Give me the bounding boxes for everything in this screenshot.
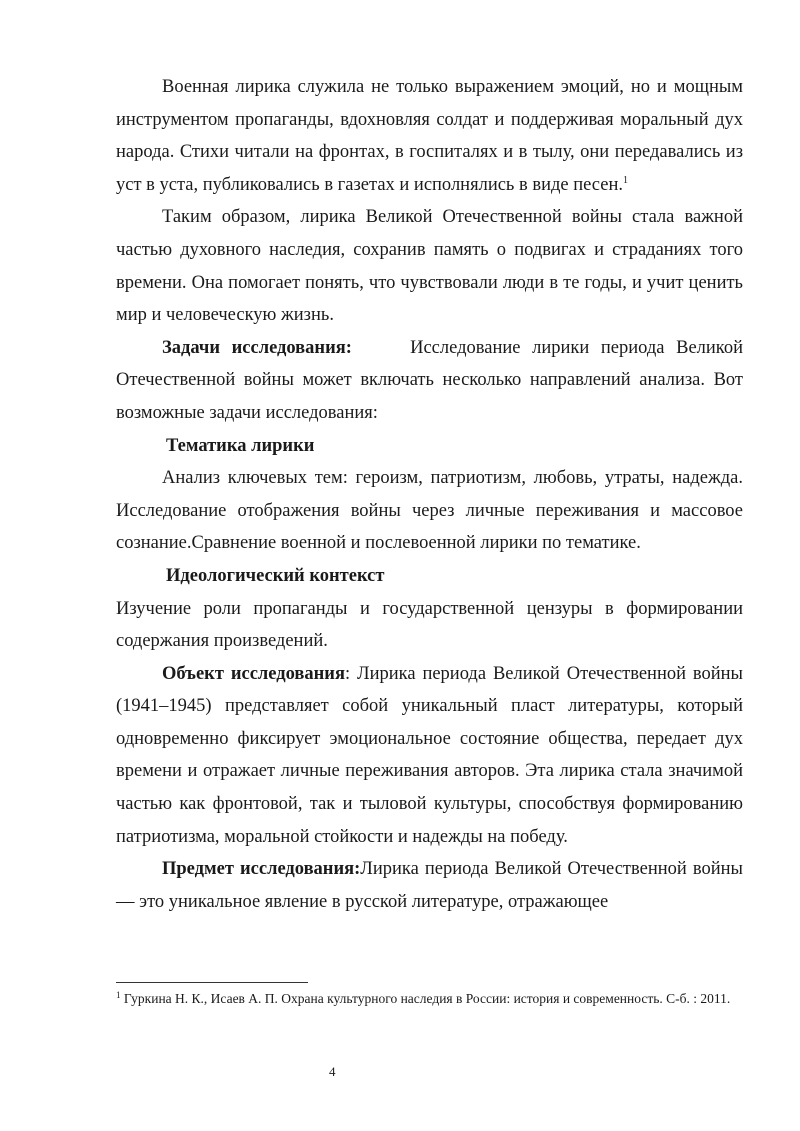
- page-number: 4: [329, 1064, 336, 1079]
- paragraph-4: Анализ ключевых тем: героизм, патриотизм, любовь, утраты, надежда. Исследование отображения войны через личные переживания и массовое сознание.Сравнение военной и послевоенной лирики по тематике.: [116, 468, 743, 554]
- paragraph-1: [116, 71, 743, 201]
- paragraph-2: Таким образом, лирика Великой Отечественной войны стала важной частью духовного наследия, сохранив память о подвигах и страданиях того времени. Она помогает понять, что чувствовали люди в те годы, и учит ценить мир и человеческую жизнь.: [116, 207, 743, 326]
- research-object-label: Объект исследования: [162, 663, 345, 684]
- research-subject-label: Предмет исследования:: [162, 859, 361, 880]
- footnote-separator: [116, 982, 308, 983]
- paragraph-6: [116, 658, 743, 854]
- footnote-reference: 1: [622, 174, 628, 186]
- paragraph-7: [116, 853, 743, 918]
- footnote-text: Гуркина Н. К., Исаев А. П. Охрана культурного наследия в России: история и современность. С-б. : 2011.: [120, 991, 731, 1006]
- footnote: [116, 986, 743, 1012]
- body-text: [116, 71, 743, 918]
- heading-lyrics-themes: Тематика лирики: [166, 435, 315, 456]
- research-tasks-label: Задачи исследования:: [162, 337, 352, 358]
- heading-ideological-context: Идеологический контекст: [166, 565, 385, 586]
- research-tasks-text: Исследование лирики периода Великой Отечественной войны может включать несколько направлений анализа. Вот возможные задачи исследования:: [116, 337, 744, 423]
- paragraph-5: Изучение роли пропаганды и государственной цензуры в формировании содержания произведений.: [116, 598, 743, 652]
- paragraph-3: [116, 332, 743, 430]
- footnote-number: 1: [116, 990, 121, 1000]
- paragraph-1-text: Военная лирика служила не только выражением эмоций, но и мощным инструментом пропаганды, вдохновляя солдат и поддерживая моральный дух народа. Стихи читали на фронтах, в госпиталях и в тылу, они передавались из уст в уста, публиковались в газетах и исполнялись в виде песен.: [116, 77, 743, 195]
- research-object-text: : Лирика периода Великой Отечественной войны (1941–1945) представляет собой уникальный пласт литературы, который одновременно фиксирует эмоциональное состояние общества, передает дух времени и отражает личные переживания авторов. Эта лирика стала значимой частью как фронтовой, так и тыловой культуры, способствуя формированию патриотизма, моральной стойкости и надежды на победу.: [116, 663, 743, 847]
- research-subject-text: Лирика периода Великой Отечественной войны — это уникальное явление в русской литературе, отражающее: [116, 859, 743, 912]
